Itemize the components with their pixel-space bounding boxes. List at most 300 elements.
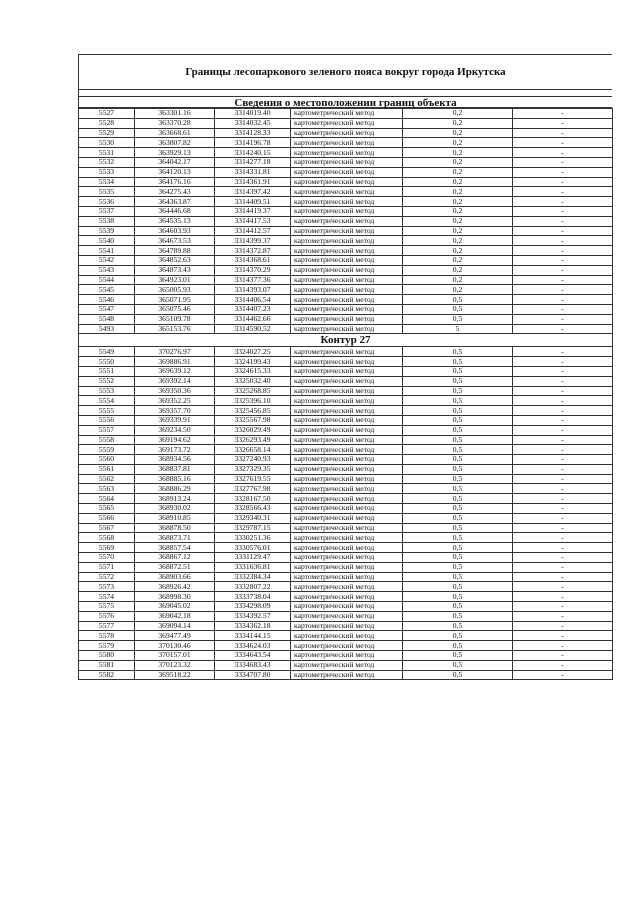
table-row: [79, 602, 613, 612]
x-coordinate-cell: 364789.88: [135, 246, 215, 256]
table-row: [79, 226, 613, 236]
point-number-cell: 5552: [79, 376, 135, 386]
note-cell: -: [513, 265, 613, 275]
precision-cell: 0,2: [403, 157, 513, 167]
method-cell: картометрический метод: [291, 464, 403, 474]
table-row: [79, 562, 613, 572]
precision-cell: 0,5: [403, 484, 513, 494]
y-coordinate-cell: 3334392.57: [215, 611, 291, 621]
y-coordinate-cell: 3314409.51: [215, 197, 291, 207]
x-coordinate-cell: 363929.13: [135, 148, 215, 158]
x-coordinate-cell: 369173.72: [135, 445, 215, 455]
point-number-cell: 5551: [79, 366, 135, 376]
note-cell: -: [513, 285, 613, 295]
method-cell: картометрический метод: [291, 484, 403, 494]
point-number-cell: 5538: [79, 216, 135, 226]
x-coordinate-cell: 369477.49: [135, 631, 215, 641]
y-coordinate-cell: 3334362.18: [215, 621, 291, 631]
table-row: [79, 592, 613, 602]
note-cell: -: [513, 246, 613, 256]
method-cell: картометрический метод: [291, 523, 403, 533]
note-cell: -: [513, 138, 613, 148]
point-number-cell: 5579: [79, 641, 135, 651]
precision-cell: 0,2: [403, 275, 513, 285]
x-coordinate-cell: 364363.87: [135, 197, 215, 207]
method-cell: картометрический метод: [291, 455, 403, 465]
point-number-cell: 5527: [79, 109, 135, 119]
precision-cell: 0,5: [403, 504, 513, 514]
point-number-cell: 5543: [79, 265, 135, 275]
y-coordinate-cell: 3314032.45: [215, 118, 291, 128]
table-row: [79, 246, 613, 256]
method-cell: картометрический метод: [291, 366, 403, 376]
table-row: [79, 265, 613, 275]
x-coordinate-cell: 369352.25: [135, 396, 215, 406]
x-coordinate-cell: 369639.12: [135, 366, 215, 376]
table-row: [79, 611, 613, 621]
table-row: [79, 523, 613, 533]
method-cell: картометрический метод: [291, 157, 403, 167]
note-cell: -: [513, 494, 613, 504]
point-number-cell: 5541: [79, 246, 135, 256]
y-coordinate-cell: 3314399.37: [215, 236, 291, 246]
y-coordinate-cell: 3324615.33: [215, 366, 291, 376]
y-coordinate-cell: 3334707.80: [215, 670, 291, 680]
point-number-cell: 5568: [79, 533, 135, 543]
method-cell: картометрический метод: [291, 504, 403, 514]
note-cell: -: [513, 621, 613, 631]
y-coordinate-cell: 3334298.09: [215, 602, 291, 612]
point-number-cell: 5536: [79, 197, 135, 207]
method-cell: картометрический метод: [291, 295, 403, 305]
note-cell: -: [513, 177, 613, 187]
section-title: Сведения о местоположении границ объекта: [78, 96, 612, 108]
document-frame: [78, 54, 612, 680]
y-coordinate-cell: 3314331.81: [215, 167, 291, 177]
method-cell: картометрический метод: [291, 386, 403, 396]
note-cell: -: [513, 582, 613, 592]
precision-cell: 0,2: [403, 246, 513, 256]
x-coordinate-cell: 368930.02: [135, 504, 215, 514]
y-coordinate-cell: 3314406.54: [215, 295, 291, 305]
y-coordinate-cell: 3326658.14: [215, 445, 291, 455]
point-number-cell: 5530: [79, 138, 135, 148]
note-cell: -: [513, 631, 613, 641]
method-cell: картометрический метод: [291, 396, 403, 406]
y-coordinate-cell: 3328566.43: [215, 504, 291, 514]
note-cell: -: [513, 523, 613, 533]
table-row: [79, 206, 613, 216]
precision-cell: 5: [403, 324, 513, 334]
method-cell: картометрический метод: [291, 445, 403, 455]
method-cell: картометрический метод: [291, 611, 403, 621]
x-coordinate-cell: 364603.93: [135, 226, 215, 236]
point-number-cell: 5580: [79, 651, 135, 661]
y-coordinate-cell: 3327767.98: [215, 484, 291, 494]
point-number-cell: 5549: [79, 347, 135, 357]
note-cell: -: [513, 435, 613, 445]
x-coordinate-cell: 365109.78: [135, 314, 215, 324]
precision-cell: 0,2: [403, 285, 513, 295]
table-row: [79, 621, 613, 631]
method-cell: картометрический метод: [291, 118, 403, 128]
y-coordinate-cell: 3314372.87: [215, 246, 291, 256]
point-number-cell: 5559: [79, 445, 135, 455]
x-coordinate-cell: 368903.66: [135, 572, 215, 582]
precision-cell: 0,5: [403, 592, 513, 602]
method-cell: картометрический метод: [291, 435, 403, 445]
table-row: [79, 670, 613, 680]
precision-cell: 0,5: [403, 562, 513, 572]
x-coordinate-cell: 369350.36: [135, 386, 215, 396]
point-number-cell: 5548: [79, 314, 135, 324]
contour-heading: Контур 27: [79, 334, 613, 347]
table-row: [79, 128, 613, 138]
note-cell: -: [513, 128, 613, 138]
precision-cell: 0,5: [403, 425, 513, 435]
point-number-cell: 5539: [79, 226, 135, 236]
point-number-cell: 5554: [79, 396, 135, 406]
precision-cell: 0,5: [403, 386, 513, 396]
method-cell: картометрический метод: [291, 275, 403, 285]
note-cell: -: [513, 641, 613, 651]
precision-cell: 0,5: [403, 304, 513, 314]
method-cell: картометрический метод: [291, 324, 403, 334]
table-row: [79, 435, 613, 445]
y-coordinate-cell: 3331636.81: [215, 562, 291, 572]
table-row: [79, 357, 613, 367]
x-coordinate-cell: 369357.70: [135, 406, 215, 416]
method-cell: картометрический метод: [291, 406, 403, 416]
precision-cell: 0,2: [403, 138, 513, 148]
precision-cell: 0,2: [403, 177, 513, 187]
x-coordinate-cell: 365005.93: [135, 285, 215, 295]
table-row: [79, 455, 613, 465]
method-cell: картометрический метод: [291, 246, 403, 256]
precision-cell: 0,5: [403, 455, 513, 465]
precision-cell: 0,5: [403, 533, 513, 543]
table-row: [79, 582, 613, 592]
point-number-cell: 5533: [79, 167, 135, 177]
note-cell: -: [513, 148, 613, 158]
method-cell: картометрический метод: [291, 304, 403, 314]
note-cell: -: [513, 464, 613, 474]
y-coordinate-cell: 3329787.15: [215, 523, 291, 533]
x-coordinate-cell: 369194.62: [135, 435, 215, 445]
point-number-cell: 5535: [79, 187, 135, 197]
y-coordinate-cell: 3314417.53: [215, 216, 291, 226]
note-cell: -: [513, 553, 613, 563]
note-cell: -: [513, 376, 613, 386]
method-cell: картометрический метод: [291, 357, 403, 367]
table-row: [79, 304, 613, 314]
point-number-cell: 5569: [79, 543, 135, 553]
method-cell: картометрический метод: [291, 513, 403, 523]
table-row: [79, 197, 613, 207]
table-row: [79, 216, 613, 226]
precision-cell: 0,5: [403, 406, 513, 416]
precision-cell: 0,5: [403, 523, 513, 533]
x-coordinate-cell: 369392.14: [135, 376, 215, 386]
point-number-cell: 5567: [79, 523, 135, 533]
table-row: [79, 275, 613, 285]
point-number-cell: 5573: [79, 582, 135, 592]
x-coordinate-cell: 370157.01: [135, 651, 215, 661]
note-cell: -: [513, 314, 613, 324]
point-number-cell: 5574: [79, 592, 135, 602]
precision-cell: 0,2: [403, 187, 513, 197]
x-coordinate-cell: 368886.29: [135, 484, 215, 494]
x-coordinate-cell: 364446.68: [135, 206, 215, 216]
point-number-cell: 5575: [79, 602, 135, 612]
x-coordinate-cell: 368872.51: [135, 562, 215, 572]
x-coordinate-cell: 368998.30: [135, 592, 215, 602]
table-row: [79, 314, 613, 324]
y-coordinate-cell: 3332384.34: [215, 572, 291, 582]
y-coordinate-cell: 3327619.55: [215, 474, 291, 484]
point-number-cell: 5542: [79, 255, 135, 265]
x-coordinate-cell: 370276.97: [135, 347, 215, 357]
note-cell: -: [513, 197, 613, 207]
point-number-cell: 5558: [79, 435, 135, 445]
method-cell: картометрический метод: [291, 533, 403, 543]
y-coordinate-cell: 3327240.93: [215, 455, 291, 465]
note-cell: -: [513, 347, 613, 357]
table-row: [79, 157, 613, 167]
y-coordinate-cell: 3314128.33: [215, 128, 291, 138]
table-row: [79, 366, 613, 376]
method-cell: картометрический метод: [291, 255, 403, 265]
note-cell: -: [513, 651, 613, 661]
precision-cell: 0,5: [403, 357, 513, 367]
note-cell: -: [513, 445, 613, 455]
x-coordinate-cell: 363807.82: [135, 138, 215, 148]
precision-cell: 0,5: [403, 366, 513, 376]
x-coordinate-cell: 363668.61: [135, 128, 215, 138]
table-row: [79, 415, 613, 425]
table-row: [79, 631, 613, 641]
method-cell: картометрический метод: [291, 314, 403, 324]
x-coordinate-cell: 364535.13: [135, 216, 215, 226]
method-cell: картометрический метод: [291, 197, 403, 207]
point-number-cell: 5534: [79, 177, 135, 187]
y-coordinate-cell: 3334683.43: [215, 660, 291, 670]
point-number-cell: 5550: [79, 357, 135, 367]
y-coordinate-cell: 3325268.85: [215, 386, 291, 396]
x-coordinate-cell: 369094.14: [135, 621, 215, 631]
precision-cell: 0,2: [403, 206, 513, 216]
method-cell: картометрический метод: [291, 621, 403, 631]
x-coordinate-cell: 364852.63: [135, 255, 215, 265]
table-row: [79, 660, 613, 670]
note-cell: -: [513, 533, 613, 543]
y-coordinate-cell: 3332807.22: [215, 582, 291, 592]
method-cell: картометрический метод: [291, 651, 403, 661]
method-cell: картометрический метод: [291, 187, 403, 197]
note-cell: -: [513, 513, 613, 523]
contour-heading-row: [79, 334, 613, 347]
point-number-cell: 5493: [79, 324, 135, 334]
note-cell: -: [513, 484, 613, 494]
table-row: [79, 406, 613, 416]
precision-cell: 0,5: [403, 621, 513, 631]
y-coordinate-cell: 3314361.91: [215, 177, 291, 187]
precision-cell: 0,2: [403, 118, 513, 128]
method-cell: картометрический метод: [291, 376, 403, 386]
table-row: [79, 324, 613, 334]
table-row: [79, 445, 613, 455]
method-cell: картометрический метод: [291, 562, 403, 572]
x-coordinate-cell: 368878.50: [135, 523, 215, 533]
method-cell: картометрический метод: [291, 236, 403, 246]
precision-cell: 0,2: [403, 197, 513, 207]
note-cell: -: [513, 109, 613, 119]
x-coordinate-cell: 370130.46: [135, 641, 215, 651]
note-cell: -: [513, 118, 613, 128]
y-coordinate-cell: 3314019.40: [215, 109, 291, 119]
y-coordinate-cell: 3314377.36: [215, 275, 291, 285]
coordinates-table-body: [79, 109, 613, 680]
table-row: [79, 376, 613, 386]
y-coordinate-cell: 3325567.98: [215, 415, 291, 425]
point-number-cell: 5529: [79, 128, 135, 138]
precision-cell: 0,5: [403, 396, 513, 406]
y-coordinate-cell: 3328167.50: [215, 494, 291, 504]
precision-cell: 0,5: [403, 543, 513, 553]
table-row: [79, 255, 613, 265]
note-cell: -: [513, 206, 613, 216]
y-coordinate-cell: 3326293.49: [215, 435, 291, 445]
table-row: [79, 295, 613, 305]
method-cell: картометрический метод: [291, 226, 403, 236]
y-coordinate-cell: 3334144.15: [215, 631, 291, 641]
method-cell: картометрический метод: [291, 415, 403, 425]
precision-cell: 0,5: [403, 582, 513, 592]
document-title: Границы лесопаркового зеленого пояса вокруг города Иркутска: [78, 54, 612, 89]
method-cell: картометрический метод: [291, 206, 403, 216]
method-cell: картометрический метод: [291, 572, 403, 582]
precision-cell: 0,5: [403, 611, 513, 621]
x-coordinate-cell: 364923.01: [135, 275, 215, 285]
x-coordinate-cell: 368934.56: [135, 455, 215, 465]
precision-cell: 0,2: [403, 109, 513, 119]
note-cell: -: [513, 396, 613, 406]
precision-cell: 0,5: [403, 631, 513, 641]
method-cell: картометрический метод: [291, 347, 403, 357]
x-coordinate-cell: 369045.02: [135, 602, 215, 612]
note-cell: -: [513, 455, 613, 465]
precision-cell: 0,2: [403, 265, 513, 275]
note-cell: -: [513, 357, 613, 367]
table-row: [79, 641, 613, 651]
table-row: [79, 396, 613, 406]
method-cell: картометрический метод: [291, 128, 403, 138]
note-cell: -: [513, 670, 613, 680]
note-cell: -: [513, 366, 613, 376]
note-cell: -: [513, 226, 613, 236]
y-coordinate-cell: 3329340.31: [215, 513, 291, 523]
point-number-cell: 5546: [79, 295, 135, 305]
precision-cell: 0,2: [403, 128, 513, 138]
method-cell: картометрический метод: [291, 285, 403, 295]
method-cell: картометрический метод: [291, 425, 403, 435]
note-cell: -: [513, 324, 613, 334]
precision-cell: 0,5: [403, 553, 513, 563]
precision-cell: 0,2: [403, 216, 513, 226]
table-row: [79, 553, 613, 563]
precision-cell: 0,5: [403, 415, 513, 425]
y-coordinate-cell: 3314370.29: [215, 265, 291, 275]
y-coordinate-cell: 3314368.61: [215, 255, 291, 265]
y-coordinate-cell: 3333738.04: [215, 592, 291, 602]
note-cell: -: [513, 187, 613, 197]
y-coordinate-cell: 3314462.66: [215, 314, 291, 324]
method-cell: картометрический метод: [291, 543, 403, 553]
table-row: [79, 386, 613, 396]
x-coordinate-cell: 370123.32: [135, 660, 215, 670]
y-coordinate-cell: 3314240.15: [215, 148, 291, 158]
method-cell: картометрический метод: [291, 148, 403, 158]
note-cell: -: [513, 275, 613, 285]
point-number-cell: 5566: [79, 513, 135, 523]
table-row: [79, 236, 613, 246]
note-cell: -: [513, 216, 613, 226]
table-row: [79, 347, 613, 357]
method-cell: картометрический метод: [291, 167, 403, 177]
table-row: [79, 148, 613, 158]
precision-cell: 0,5: [403, 641, 513, 651]
point-number-cell: 5565: [79, 504, 135, 514]
y-coordinate-cell: 3334624.03: [215, 641, 291, 651]
table-row: [79, 118, 613, 128]
precision-cell: 0,5: [403, 494, 513, 504]
point-number-cell: 5577: [79, 621, 135, 631]
point-number-cell: 5576: [79, 611, 135, 621]
point-number-cell: 5581: [79, 660, 135, 670]
note-cell: -: [513, 386, 613, 396]
y-coordinate-cell: 3325396.10: [215, 396, 291, 406]
precision-cell: 0,5: [403, 445, 513, 455]
x-coordinate-cell: 364176.16: [135, 177, 215, 187]
point-number-cell: 5560: [79, 455, 135, 465]
x-coordinate-cell: 369339.91: [135, 415, 215, 425]
point-number-cell: 5528: [79, 118, 135, 128]
y-coordinate-cell: 3334643.54: [215, 651, 291, 661]
x-coordinate-cell: 368867.12: [135, 553, 215, 563]
note-cell: -: [513, 304, 613, 314]
table-row: [79, 494, 613, 504]
precision-cell: 0,5: [403, 347, 513, 357]
note-cell: -: [513, 504, 613, 514]
table-row: [79, 533, 613, 543]
method-cell: картометрический метод: [291, 670, 403, 680]
table-row: [79, 484, 613, 494]
x-coordinate-cell: 369886.91: [135, 357, 215, 367]
point-number-cell: 5537: [79, 206, 135, 216]
note-cell: -: [513, 562, 613, 572]
y-coordinate-cell: 3327329.35: [215, 464, 291, 474]
note-cell: -: [513, 611, 613, 621]
precision-cell: 0,5: [403, 513, 513, 523]
x-coordinate-cell: 368873.71: [135, 533, 215, 543]
method-cell: картометрический метод: [291, 177, 403, 187]
y-coordinate-cell: 3331129.47: [215, 553, 291, 563]
precision-cell: 0,5: [403, 376, 513, 386]
point-number-cell: 5532: [79, 157, 135, 167]
x-coordinate-cell: 364873.43: [135, 265, 215, 275]
x-coordinate-cell: 364042.17: [135, 157, 215, 167]
point-number-cell: 5540: [79, 236, 135, 246]
